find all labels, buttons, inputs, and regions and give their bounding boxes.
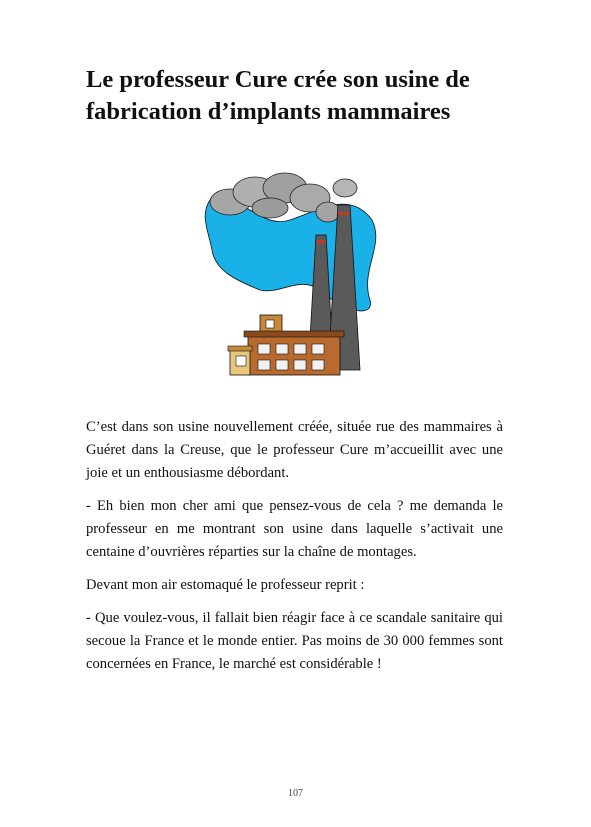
paragraph: C’est dans son usine nouvellement créée, située rue des mammaires à Guéret dans la Creuse, que le professeur Cure m’accueillit avec une joie et un enthousiasme débordant. (86, 419, 503, 481)
factory-illustration (200, 160, 380, 385)
page-number: 107 (288, 788, 303, 799)
page-title: Le professeur Cure crée son usine de fabrication d’implants mammaires (86, 66, 470, 125)
smoke-cloud (210, 173, 357, 222)
paragraph: - Que voulez-vous, il fallait bien réagir face à ce scandale sanitaire qui secoue la France et le monde entier. Pas moins de 30 000 femmes sont concernées en France, le marché est considérable ! (86, 610, 503, 672)
body-text (86, 416, 503, 686)
paragraph: - Eh bien mon cher ami que pensez-vous de cela ? me demanda le professeur en me montrant son usine dans laquelle s’activait une centaine d’ouvrières réparties sur la chaîne de montages. (86, 498, 503, 560)
paragraph: Devant mon air estomaqué le professeur reprit : (86, 577, 365, 593)
